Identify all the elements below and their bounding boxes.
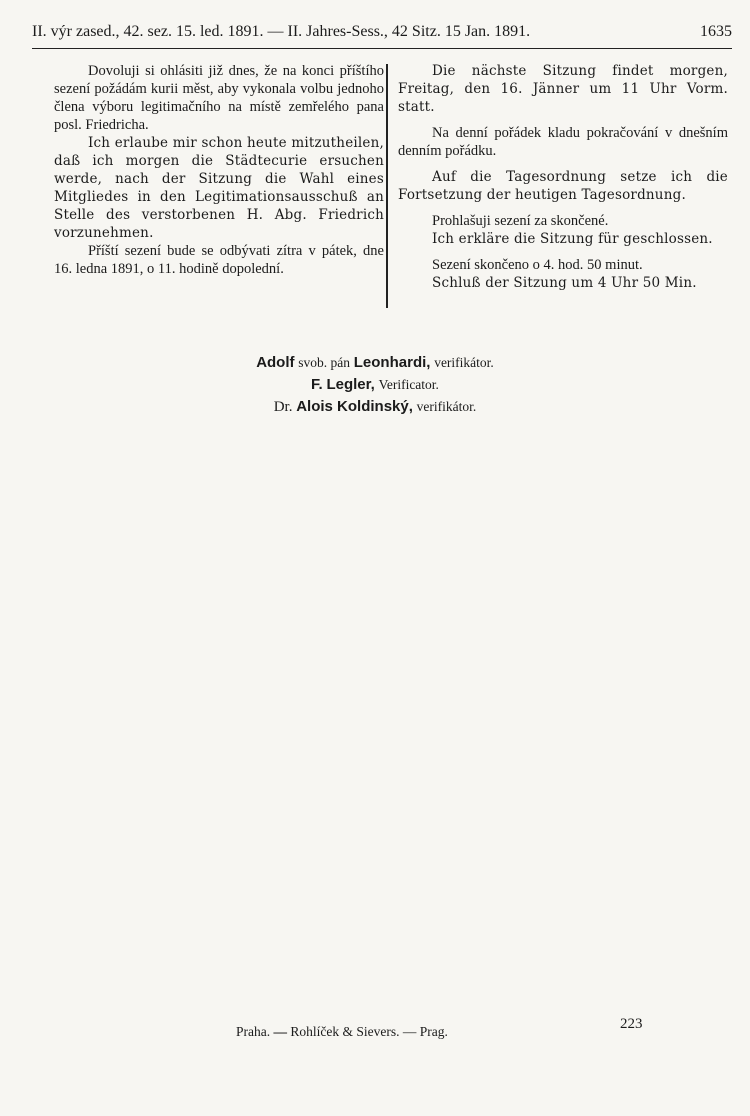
right-paragraph-7: Schluß der Sitzung um 4 Uhr 50 Min. (432, 275, 697, 291)
left-paragraph-3: Příští sezení bude se odbývati zítra v pátek, dne 16. ledna 1891, o 11. hodině dopolední. (54, 243, 384, 277)
right-paragraph-1: Die nächste Sitzung findet morgen, Freitag, den 16. Jänner um 11 Uhr Vorm. statt. (398, 63, 728, 115)
verifier-2-prefix: F. (311, 376, 323, 393)
right-paragraph-4: Prohlašuji sezení za skončené. (432, 213, 609, 229)
paragraph-gap (398, 160, 728, 168)
footer-dash-2: — (402, 1024, 417, 1039)
right-paragraph-3: Auf die Tagesordnung setze ich die Fortsetzung der heutigen Tagesordnung. (398, 169, 728, 203)
header-dash: — (267, 23, 284, 40)
right-paragraph-6: Sezení skončeno o 4. hod. 50 minut. (432, 257, 643, 273)
verifiers-block (0, 352, 750, 418)
page-header (32, 22, 732, 49)
header-left (32, 22, 530, 42)
verifier-1-role: verifikátor. (434, 355, 494, 370)
page-footer (236, 1024, 448, 1040)
verifier-2-name: Legler, (326, 376, 375, 393)
footer-praha: Praha. (236, 1024, 271, 1039)
verifier-1-name: Leonhardi, (353, 354, 431, 371)
verifier-1-prefix: Adolf (256, 354, 295, 371)
verifier-line-1 (0, 352, 750, 374)
verifier-line-3 (0, 396, 750, 418)
right-paragraph-5: Ich erkläre die Sitzung für geschlossen. (432, 231, 713, 247)
right-column (398, 62, 728, 292)
header-czech: II. výr zased., 42. sez. 15. led. 1891. (32, 23, 264, 40)
verifier-3-name: Alois Koldinský, (296, 398, 413, 415)
left-paragraph-1: Dovoluji si ohlásiti již dnes, že na konci příštího sezení požádám kurii měst, aby vykonala volbu jednoho člena výboru legitimačního na místě zemřelého pana posl. Friedricha. (54, 63, 384, 133)
page-number: 223 (620, 1016, 643, 1032)
footer-publisher: Rohlíček & Sievers. (290, 1024, 400, 1039)
paragraph-gap (398, 116, 728, 124)
verifier-3-role: verifikátor. (416, 399, 477, 414)
footer-dash-1: — (273, 1024, 287, 1039)
left-column (54, 62, 384, 278)
verifier-line-2 (0, 374, 750, 396)
verifier-1-middle: svob. pán (298, 355, 351, 370)
paragraph-gap (398, 204, 728, 212)
verifier-3-prefix: Dr. (273, 399, 293, 415)
right-paragraph-2: Na denní pořádek kladu pokračování v dnešním denním pořádku. (398, 125, 728, 159)
paragraph-gap (398, 248, 728, 256)
left-paragraph-2: Ich erlaube mir schon heute mitzutheilen, daß ich morgen die Städtecurie ersuchen werde, nach der Sitzung die Wahl eines Mitgliedes in den Legitimationsausschuß an Stelle des verstorbenen H. Abg. Friedrich vorzunehmen. (54, 135, 384, 241)
footer-prag: Prag. (419, 1024, 448, 1039)
header-page-number: 1635 (700, 23, 732, 40)
verifier-2-role: Verificator. (378, 377, 439, 392)
header-german: II. Jahres-Sess., 42 Sitz. 15 Jan. 1891. (287, 23, 531, 40)
column-divider (386, 64, 388, 308)
